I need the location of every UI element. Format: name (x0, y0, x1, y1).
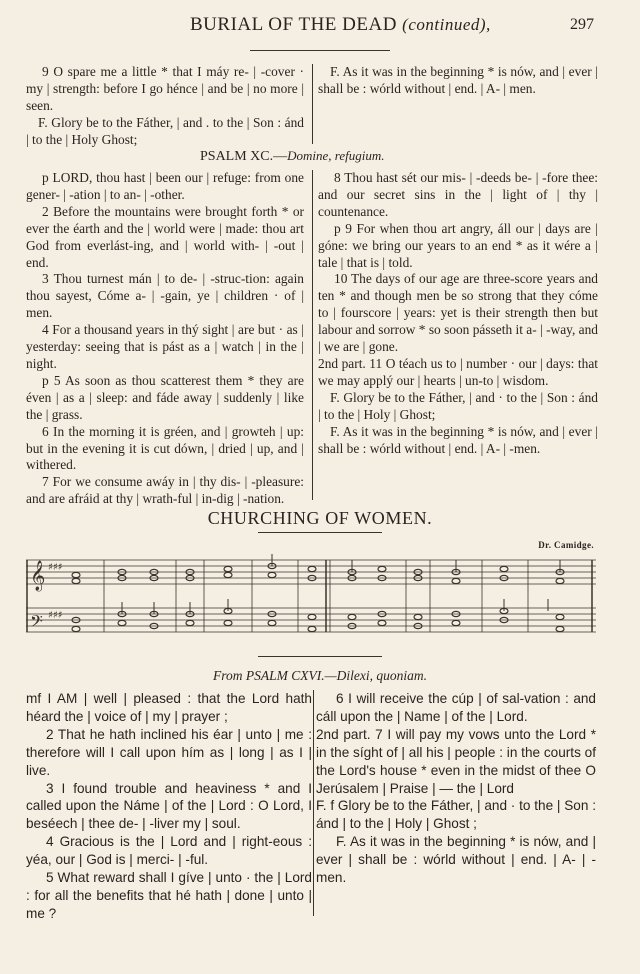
gloria-line: F. Glory be to the Fáther, | and . to the | Son : ánd | to the | Holy Ghost; (26, 114, 304, 147)
header-rule (250, 50, 390, 51)
top-left-column (26, 64, 304, 149)
verse: 7 For we consume awáy in | thy dis- | -pleasure: and are afráid at thy | wrath-ful | in-dig | -nation. (26, 474, 304, 507)
column-divider (312, 64, 313, 144)
churching-right-column (316, 690, 596, 887)
verse: 3 I found trouble and heaviness * and I called upon the Náme | of the | Lord : O Lord, I beséech | thee de- | -liver my | soul. (26, 780, 312, 832)
verse: p LORD, thou hast | been our | refuge: from one gener- | -ation | to an- | -other. (26, 170, 304, 202)
verse: p 9 For when thou art angry, áll our | days are | góne: we bring our years to an end * as it wére a | tale | that is | told. (318, 220, 598, 270)
psalm-heading: From PSALM CXVI.—Dilexi, quoniam. (213, 668, 427, 683)
gloria-line: F. f Glory be to the Fáther, | and · to the | Son : ánd | to the | Holy | Ghost ; (316, 798, 596, 832)
verse: 10 The days of our age are three-score years and ten * and though men be so strong that they cóme to | fourscore | years: yet is their strength then but labour and sorrow * so soon pásseth it a- | -way, and | we are | gone. (318, 271, 598, 355)
section-rule (258, 532, 382, 533)
page-header (0, 14, 640, 40)
verse: 4 Gracious is the | Lord and | right-eous : yéa, our | God is | merci- | -ful. (26, 834, 312, 868)
gloria-line: F. Glory be to the Fáther, | and · to the | Son : ánd | to the | Holy | Ghost; (318, 389, 598, 422)
gloria-line: F. As it was in the beginning * is nów, and | ever | shall be : wórld without | end. | A- | -men. (318, 423, 598, 456)
gloria-line: F. As it was in the beginning * is nów, and | ever | shall be : wórld without | end. | A- | -men. (316, 834, 596, 886)
column-divider (313, 690, 314, 916)
section-title: CHURCHING OF WOMEN. (207, 508, 433, 528)
verse: 3 Thou turnest mán | to de- | -struc-tion: again thou sayest, Cóme a- | -gain, ye | children · of | men. (26, 271, 304, 321)
verse: 2nd part. 7 I will pay my vows unto the Lord * in the síght of | all his | people : in the courts of the Lord's house * even in the midst of thee O Jerúsalem | Praise | — the | Lord (316, 726, 596, 796)
section-rule (258, 656, 382, 657)
psalm-xc-left-column (26, 170, 304, 508)
page-number: 297 (570, 16, 594, 33)
psalm-heading: PSALM XC.—Domine, refugium. (200, 148, 385, 164)
svg-text:♯♯♯: ♯♯♯ (48, 610, 63, 621)
verse: 5 What reward shall I gíve | unto · the | Lord : for all the benefits that hé hath | done | unto | me ? (26, 870, 312, 921)
svg-text:𝄢: 𝄢 (30, 611, 43, 635)
psalm-xc-right-column (318, 170, 598, 457)
top-right-column (318, 64, 598, 98)
churching-left-column (26, 690, 312, 923)
verse: p 5 As soon as thou scatterest them * they are éven | as a | sleep: and fáde away | suddenly | like the | grass. (26, 372, 304, 422)
verse: 2 That he hath inclined his éar | unto | me : therefore will I call upon hím as | long | as I | live. (26, 726, 312, 778)
svg-text:♯♯♯: ♯♯♯ (48, 562, 63, 573)
chant-music-score (26, 552, 596, 642)
gloria-line: F. As it was in the beginning * is nów, and | ever | shall be : wórld without | end. | A- | men. (318, 64, 598, 96)
verse: 8 Thou hast sét our mis- | -deeds be- | -fore thee: and our secret sins in the | light of | thy | countenance. (318, 170, 598, 219)
svg-text:𝄞: 𝄞 (30, 561, 46, 591)
verse: mf I AM | well | pleased : that the Lord hath héard the | voice of | my | prayer ; (26, 691, 312, 724)
verse: 2nd part. 11 O téach us to | number · our | days: that we may applý our | hearts | un-to | wisdom. (318, 355, 598, 388)
verse: 9 O spare me a little * that I máy re- | -cover · my | strength: before I go hénce | and be | no more | seen. (26, 64, 304, 113)
composer-credit: Dr. Camidge. (538, 540, 594, 550)
column-divider (312, 170, 313, 500)
verse: 4 For a thousand years in thý sight | are but · as | yesterday: seeing that is pást as a | watch | in the | night. (26, 322, 304, 371)
page-title: BURIAL OF THE DEAD (continued), (190, 14, 491, 35)
verse: 6 In the morning it is gréen, and | growteh | up: but in the evening it is cut dówn, | dried | up, and | withered. (26, 423, 304, 473)
verse: 2 Before the mountains were brought forth * or ever the éarth and the | world were | made: thou art God from everlást-ing, and | world with- | -out | end. (26, 203, 304, 270)
verse: 6 I will receive the cúp | of sal-vation : and cáll upon the | Name | of the | Lord. (316, 691, 596, 724)
